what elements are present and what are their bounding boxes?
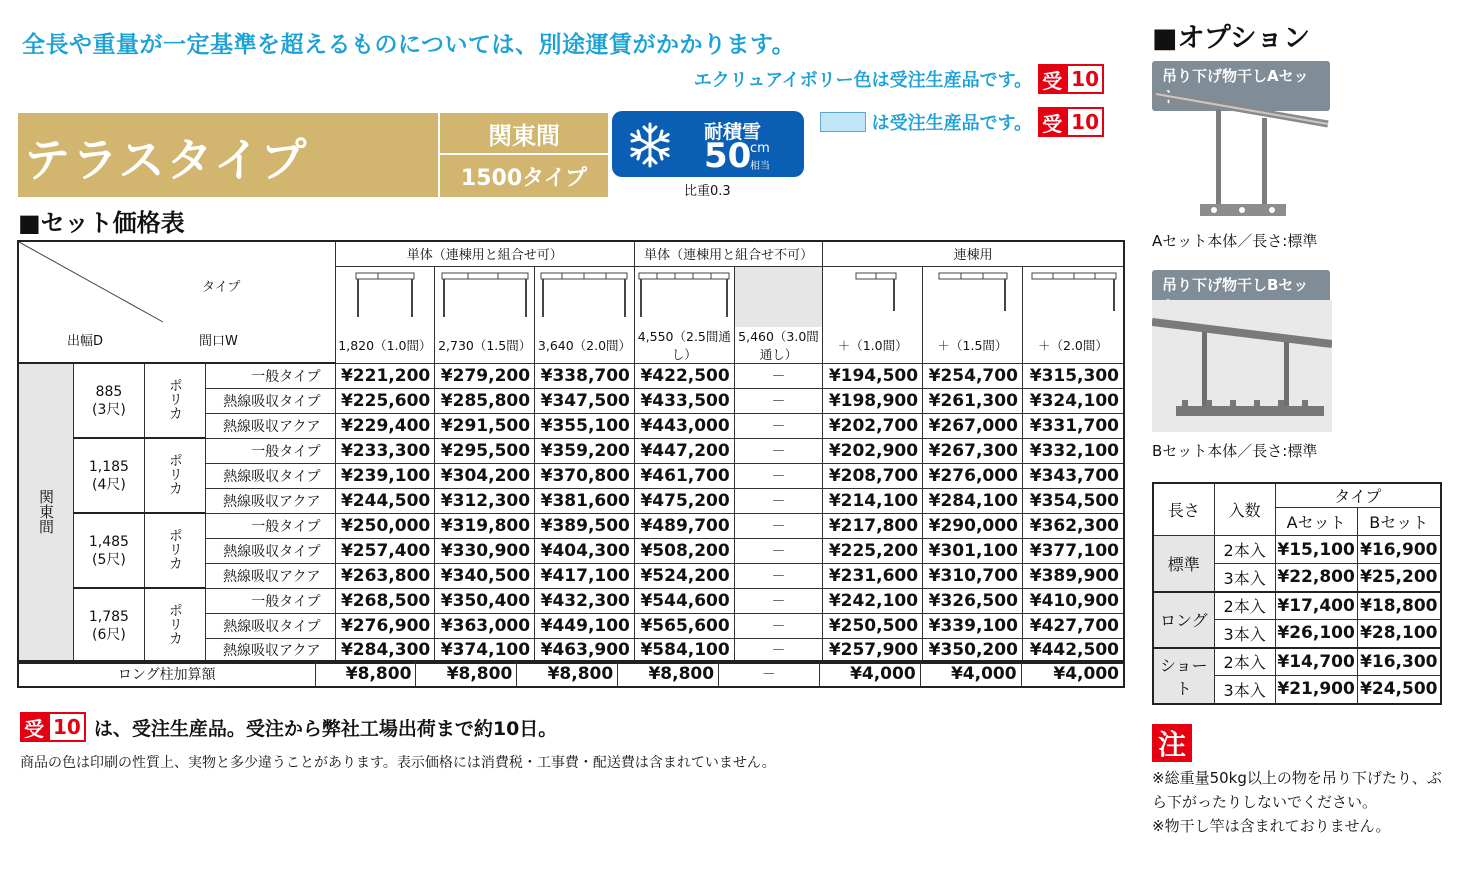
option-notes — [1152, 766, 1452, 838]
price-cell: － — [734, 388, 823, 413]
price-cell: ¥267,300 — [923, 438, 1023, 463]
price-cell: ¥250,000 — [335, 513, 435, 538]
side-label-text: 関東間 — [37, 488, 55, 534]
length-cell: 標準 — [1153, 536, 1214, 592]
long-price-cell: ¥4,000 — [920, 661, 1021, 687]
price-cell: － — [734, 563, 823, 588]
price-cell: ¥338,700 — [535, 363, 635, 388]
option-row — [1153, 536, 1441, 564]
price-cell: ¥410,900 — [1022, 588, 1124, 613]
qty-cell: 2本入 — [1214, 536, 1275, 564]
a-price-cell: ¥21,900 — [1275, 676, 1357, 704]
depth-value: 885 — [95, 383, 123, 400]
long-post-label: ロング柱加算額 — [18, 661, 315, 687]
depth-shaku: (6尺) — [91, 626, 126, 643]
price-cell: ¥304,200 — [435, 463, 535, 488]
side-label — [18, 363, 74, 663]
price-cell: ¥475,200 — [634, 488, 734, 513]
price-cell: ¥233,300 — [335, 438, 435, 463]
group-header: 単体（連棟用と組合せ可） — [335, 241, 634, 266]
option-price-table — [1152, 482, 1442, 705]
price-cell: ¥315,300 — [1022, 363, 1124, 388]
a-price-cell: ¥26,100 — [1275, 620, 1357, 648]
b-price-cell: ¥25,200 — [1357, 564, 1441, 592]
price-cell: ¥231,600 — [823, 563, 923, 588]
b-price-cell: ¥18,800 — [1357, 592, 1441, 620]
price-cell: ¥261,300 — [923, 388, 1023, 413]
b-set-header: Bセット — [1357, 508, 1441, 536]
note-item: ※物干し竿は含まれておりません。 — [1152, 817, 1391, 835]
price-cell: ¥343,700 — [1022, 463, 1124, 488]
price-cell: － — [734, 438, 823, 463]
table-row — [18, 438, 1124, 463]
price-cell: － — [734, 638, 823, 663]
snow-sub: 相当 — [750, 161, 770, 172]
type-cell: 熱線吸収アクア — [205, 413, 335, 438]
type-cell: 熱線吸収タイプ — [205, 463, 335, 488]
depth-cell — [74, 438, 145, 513]
price-cell: － — [734, 613, 823, 638]
depth-value: 1,185 — [88, 458, 129, 475]
width-header-cell: ＋（1.0間） — [823, 327, 923, 364]
frame-diagram — [535, 266, 635, 327]
frame-diagram — [1022, 266, 1124, 327]
price-cell: ¥301,100 — [923, 538, 1023, 563]
juchu-badge — [1038, 107, 1104, 137]
snowflake-icon — [626, 121, 674, 169]
caution-mark: 注 — [1152, 724, 1192, 762]
option-row — [1153, 592, 1441, 620]
corner-cell — [18, 241, 335, 363]
depth-cell — [74, 363, 145, 438]
price-cell: ¥354,500 — [1022, 488, 1124, 513]
price-cell: ¥250,500 — [823, 613, 923, 638]
hanger-b-image — [1152, 300, 1332, 432]
price-cell: ¥461,700 — [634, 463, 734, 488]
price-cell: ¥312,300 — [435, 488, 535, 513]
price-cell: － — [734, 488, 823, 513]
width-header-cell: 2,730（1.5間） — [435, 327, 535, 364]
long-price-cell: － — [719, 661, 820, 687]
a-price-cell: ¥14,700 — [1275, 648, 1357, 676]
swatch-note-text: は受注生産品です。 — [871, 113, 1033, 134]
roof-text: ポリカ — [166, 452, 183, 495]
roof-text: ポリカ — [166, 602, 183, 645]
price-cell: ¥208,700 — [823, 463, 923, 488]
b-price-cell: ¥24,500 — [1357, 676, 1441, 704]
frame-diagram-empty — [734, 266, 823, 327]
b-price-cell: ¥16,300 — [1357, 648, 1441, 676]
a-price-cell: ¥15,100 — [1275, 536, 1357, 564]
width-header-cell: 4,550（2.5間通し） — [634, 327, 734, 364]
option-b-label: 吊り下げ物干しBセッ — [1152, 270, 1330, 320]
width-header: 間口W — [199, 334, 238, 349]
option-a-caption: Aセット本体／長さ:標準 — [1152, 232, 1318, 250]
frame-diagram — [634, 266, 734, 327]
price-cell: ¥217,800 — [823, 513, 923, 538]
table-row — [18, 513, 1124, 538]
length-cell: ショート — [1153, 648, 1214, 704]
option-title: ■オプション — [1152, 23, 1311, 54]
price-cell: ¥433,500 — [634, 388, 734, 413]
price-cell: ¥489,700 — [634, 513, 734, 538]
long-price-cell: ¥4,000 — [819, 661, 920, 687]
specific-gravity: 比重0.3 — [684, 184, 731, 199]
price-cell: ¥229,400 — [335, 413, 435, 438]
qty-cell: 3本入 — [1214, 564, 1275, 592]
price-cell: ¥381,600 — [535, 488, 635, 513]
juchu-badge — [20, 712, 86, 742]
price-cell: ¥362,300 — [1022, 513, 1124, 538]
price-cell: ¥254,700 — [923, 363, 1023, 388]
price-cell: ¥355,100 — [535, 413, 635, 438]
table-group-header-row — [18, 241, 1124, 266]
long-price-cell: ¥8,800 — [315, 661, 416, 687]
type-cell: 一般タイプ — [205, 588, 335, 613]
b-price-cell: ¥16,900 — [1357, 536, 1441, 564]
option-a-label: 吊り下げ物干しAセッ — [1152, 61, 1330, 111]
frame-diagram — [335, 266, 435, 327]
price-cell: ¥221,200 — [335, 363, 435, 388]
price-cell: ¥350,200 — [923, 638, 1023, 663]
qty-cell: 2本入 — [1214, 648, 1275, 676]
roof-cell — [144, 438, 205, 513]
long-price-cell: ¥8,800 — [618, 661, 719, 687]
price-cell: ¥443,000 — [634, 413, 734, 438]
price-cell: ¥449,100 — [535, 613, 635, 638]
footnote-line — [20, 712, 557, 742]
region-label: 関東間 — [438, 113, 608, 155]
frame-diagram — [823, 266, 923, 327]
snow-unit: cm — [750, 141, 770, 156]
price-cell: ¥202,700 — [823, 413, 923, 438]
note-item: ※総重量50kg以上の物を吊り下げたり、ぶら下がったりしないでください。 — [1152, 769, 1442, 811]
type-cell: 熱線吸収アクア — [205, 488, 335, 513]
price-cell: ¥524,200 — [634, 563, 734, 588]
price-cell: ¥194,500 — [823, 363, 923, 388]
depth-shaku: (5尺) — [91, 551, 126, 568]
depth-cell — [74, 513, 145, 588]
frame-diagram — [435, 266, 535, 327]
type-cell: 一般タイプ — [205, 438, 335, 463]
price-cell: ¥350,400 — [435, 588, 535, 613]
badge-b: 10 — [1066, 107, 1104, 137]
a-set-header: Aセット — [1275, 508, 1357, 536]
option-row — [1153, 648, 1441, 676]
price-cell: ¥347,500 — [535, 388, 635, 413]
frame-diagram — [923, 266, 1023, 327]
price-cell: ¥285,800 — [435, 388, 535, 413]
length-header: 長さ — [1153, 483, 1214, 536]
price-cell: ¥324,100 — [1022, 388, 1124, 413]
table-row — [18, 588, 1124, 613]
price-cell: ¥508,200 — [634, 538, 734, 563]
price-cell: ¥332,100 — [1022, 438, 1124, 463]
a-price-cell: ¥22,800 — [1275, 564, 1357, 592]
roof-cell — [144, 588, 205, 663]
long-price-cell: ¥8,800 — [416, 661, 517, 687]
table-row — [18, 363, 1124, 388]
qty-cell: 3本入 — [1214, 676, 1275, 704]
roof-cell — [144, 513, 205, 588]
price-cell: ¥404,300 — [535, 538, 635, 563]
price-cell: ¥198,900 — [823, 388, 923, 413]
price-cell: ¥310,700 — [923, 563, 1023, 588]
price-cell: ¥363,000 — [435, 613, 535, 638]
depth-shaku: (4尺) — [91, 476, 126, 493]
width-header-cell: 3,640（2.0間） — [535, 327, 635, 364]
type-header: タイプ — [202, 280, 241, 295]
price-cell: ¥377,100 — [1022, 538, 1124, 563]
price-cell: － — [734, 538, 823, 563]
type-cell: 一般タイプ — [205, 363, 335, 388]
group-header: 連棟用 — [823, 241, 1124, 266]
price-cell: ¥422,500 — [634, 363, 734, 388]
snow-value: 50 — [704, 136, 752, 176]
option-b-caption: Bセット本体／長さ:標準 — [1152, 442, 1318, 460]
depth-cell — [74, 588, 145, 663]
length-cell: ロング — [1153, 592, 1214, 648]
ecru-note-text: エクリュアイボリー色は受注生産品です。 — [693, 70, 1033, 91]
price-cell: ¥389,900 — [1022, 563, 1124, 588]
price-cell: ¥389,500 — [535, 513, 635, 538]
type-cell: 熱線吸収アクア — [205, 638, 335, 663]
price-cell: ¥359,200 — [535, 438, 635, 463]
swatch-note — [820, 107, 1104, 137]
price-cell: ¥370,800 — [535, 463, 635, 488]
qty-header: 入数 — [1214, 483, 1275, 536]
footnote-juchu: は、受注生産品。受注から弊社工場出荷まで約10日。 — [93, 717, 558, 740]
price-cell: ¥276,000 — [923, 463, 1023, 488]
page-title: テラスタイプ — [24, 133, 309, 187]
color-swatch — [820, 112, 866, 132]
type-cell: 熱線吸収タイプ — [205, 613, 335, 638]
price-cell: ¥267,000 — [923, 413, 1023, 438]
type-cell: 熱線吸収タイプ — [205, 388, 335, 413]
price-cell: ¥244,500 — [335, 488, 435, 513]
price-cell: ¥284,100 — [923, 488, 1023, 513]
price-cell: ¥584,100 — [634, 638, 734, 663]
price-cell: － — [734, 588, 823, 613]
price-cell: ¥417,100 — [535, 563, 635, 588]
price-cell: ¥291,500 — [435, 413, 535, 438]
type-header: タイプ — [1275, 483, 1441, 508]
price-cell: ¥279,200 — [435, 363, 535, 388]
corner-diagonal — [19, 242, 317, 348]
qty-cell: 2本入 — [1214, 592, 1275, 620]
price-cell: ¥284,300 — [335, 638, 435, 663]
roof-text: ポリカ — [166, 527, 183, 570]
depth-value: 1,785 — [88, 608, 129, 625]
price-cell: ¥290,000 — [923, 513, 1023, 538]
juchu-badge — [1038, 64, 1104, 94]
price-cell: ¥214,100 — [823, 488, 923, 513]
price-cell: ¥339,100 — [923, 613, 1023, 638]
price-cell: ¥268,500 — [335, 588, 435, 613]
depth-shaku: (3尺) — [91, 401, 126, 418]
badge-b: 10 — [48, 712, 86, 742]
price-cell: ¥295,500 — [435, 438, 535, 463]
set-price-title: ■セット価格表 — [18, 209, 185, 237]
price-cell: ¥239,100 — [335, 463, 435, 488]
ecru-note — [694, 64, 1104, 94]
price-cell: ¥263,800 — [335, 563, 435, 588]
price-cell: ¥340,500 — [435, 563, 535, 588]
type-cell: 熱線吸収アクア — [205, 563, 335, 588]
width-header-cell: ＋（1.5間） — [923, 327, 1023, 364]
price-cell: ¥242,100 — [823, 588, 923, 613]
type-cell: 熱線吸収タイプ — [205, 538, 335, 563]
price-cell: ¥257,900 — [823, 638, 923, 663]
qty-cell: 3本入 — [1214, 620, 1275, 648]
long-post-row — [18, 661, 1124, 687]
hanger-a-image — [1152, 86, 1332, 226]
width-header-cell: ＋（2.0間） — [1022, 327, 1124, 364]
long-price-cell: ¥4,000 — [1021, 661, 1124, 687]
badge-a: 受 — [20, 712, 48, 742]
price-cell: － — [734, 413, 823, 438]
price-cell: ¥565,600 — [634, 613, 734, 638]
price-cell: ¥374,100 — [435, 638, 535, 663]
price-cell: ¥447,200 — [634, 438, 734, 463]
price-cell: ¥326,500 — [923, 588, 1023, 613]
price-cell: － — [734, 463, 823, 488]
price-cell: ¥225,200 — [823, 538, 923, 563]
price-cell: － — [734, 363, 823, 388]
price-cell: ¥202,900 — [823, 438, 923, 463]
footnote-color: 商品の色は印刷の性質上、実物と多少違うことがあります。表示価格には消費税・工事費・配送費は含まれていません。 — [20, 755, 776, 771]
depth-value: 1,485 — [88, 533, 129, 550]
width-header-cell: 5,460（3.0間通し） — [734, 327, 823, 364]
price-cell: ¥463,900 — [535, 638, 635, 663]
price-cell: ¥432,300 — [535, 588, 635, 613]
group-header: 単体（連棟用と組合せ不可） — [634, 241, 822, 266]
price-cell: ¥225,600 — [335, 388, 435, 413]
price-cell: ¥544,600 — [634, 588, 734, 613]
snow-load-badge — [612, 111, 804, 177]
depth-header: 出幅D — [67, 334, 104, 349]
roof-text: ポリカ — [166, 377, 183, 420]
price-cell: ¥319,800 — [435, 513, 535, 538]
badge-a: 受 — [1038, 64, 1066, 94]
price-table — [17, 240, 1125, 664]
long-post-table — [17, 660, 1125, 688]
price-cell: － — [734, 513, 823, 538]
notice-text: 全長や重量が一定基準を超えるものについては、別途運賃がかかります。 — [22, 32, 796, 58]
type-label: 1500タイプ — [438, 155, 608, 197]
type-cell: 一般タイプ — [205, 513, 335, 538]
roof-cell — [144, 363, 205, 438]
price-cell: ¥330,900 — [435, 538, 535, 563]
badge-a: 受 — [1038, 107, 1066, 137]
price-cell: ¥257,400 — [335, 538, 435, 563]
snow-label: 耐積雪 — [704, 121, 762, 143]
price-cell: ¥427,700 — [1022, 613, 1124, 638]
price-cell: ¥442,500 — [1022, 638, 1124, 663]
a-price-cell: ¥17,400 — [1275, 592, 1357, 620]
width-header-cell: 1,820（1.0間） — [335, 327, 435, 364]
price-cell: ¥331,700 — [1022, 413, 1124, 438]
b-price-cell: ¥28,100 — [1357, 620, 1441, 648]
badge-b: 10 — [1066, 64, 1104, 94]
long-price-cell: ¥8,800 — [517, 661, 618, 687]
price-cell: ¥276,900 — [335, 613, 435, 638]
